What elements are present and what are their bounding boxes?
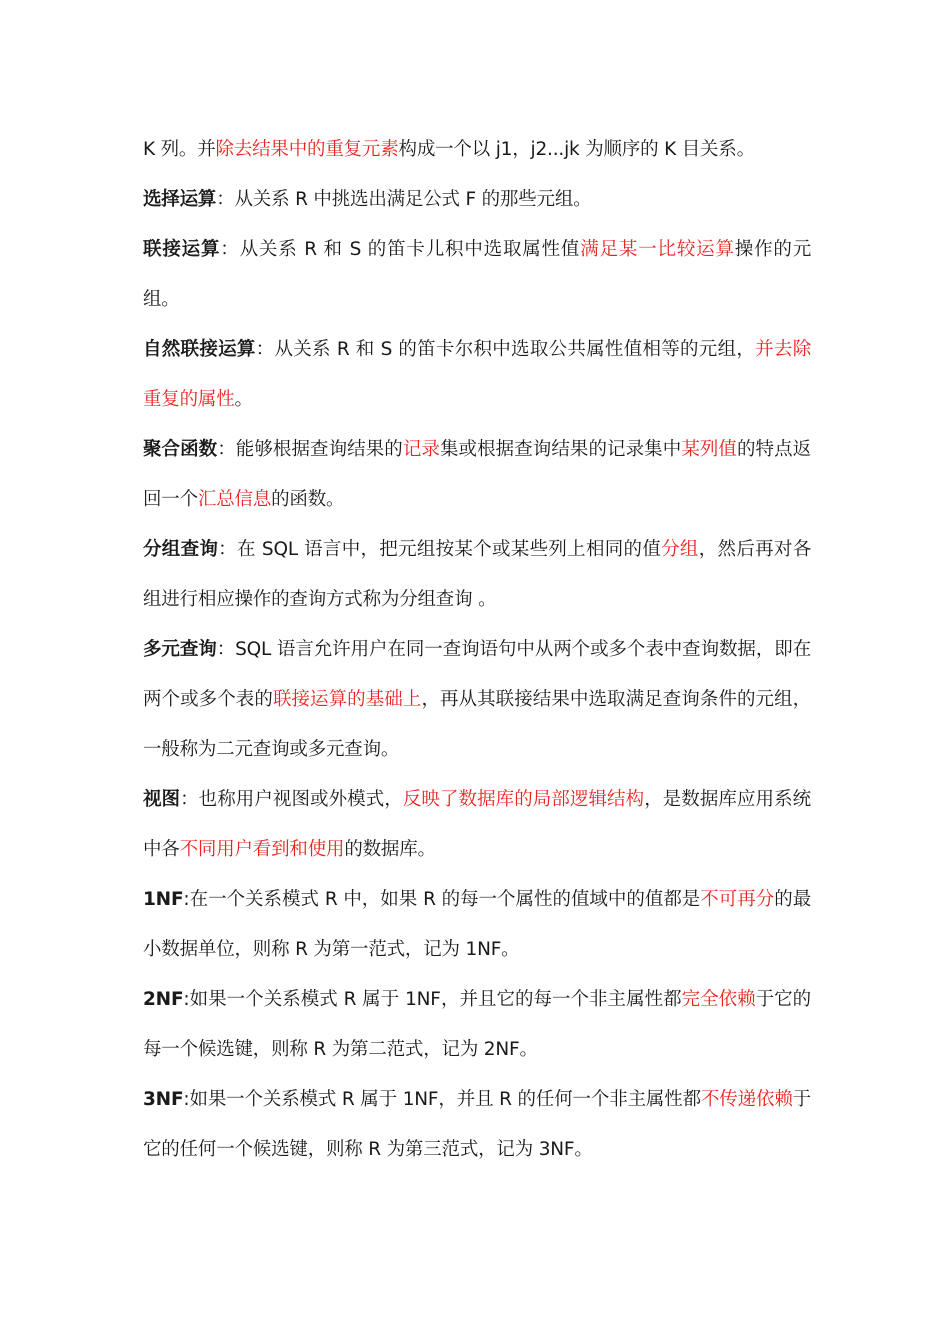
- paragraph-natural-join: [143, 325, 811, 425]
- text-segment: ：从关系 R 中挑选出满足公式 F 的那些元组。: [216, 189, 592, 210]
- highlight-text: 完全依赖: [681, 989, 756, 1010]
- highlight-text: 并去除重复的属性: [143, 339, 811, 410]
- highlight-text: 某列值: [681, 439, 737, 460]
- text-segment: ，是数据库应用系统中各: [143, 789, 811, 860]
- highlight-text: 汇总信息: [197, 489, 272, 510]
- highlight-text: 反映了数据库的局部逻辑结构: [402, 789, 645, 810]
- term-heading: 自然联接运算: [143, 339, 256, 360]
- text-segment: ，再从其联接结果中选取满足查询条件的元组，一般称为二元查询或多元查询。: [143, 689, 811, 760]
- term-heading: 1NF: [143, 889, 184, 910]
- text-segment: :如果一个关系模式 R 属于 1NF，并且它的每一个非主属性都: [183, 989, 682, 1010]
- term-heading: 3NF: [143, 1089, 184, 1110]
- text-segment: 的最小数据单位，则称 R 为第一范式，记为 1NF。: [143, 889, 811, 960]
- text-segment: :如果一个关系模式 R 属于 1NF，并且 R 的任何一个非主属性都: [183, 1089, 701, 1110]
- text-segment: ：也称用户视图或外模式，: [180, 789, 403, 810]
- text-segment: 的函数。: [271, 489, 345, 510]
- text-segment: ：能够根据查询结果的: [217, 439, 403, 460]
- highlight-text: 分组: [661, 539, 699, 560]
- paragraph-view: [143, 775, 811, 875]
- paragraph-join: [143, 225, 811, 325]
- term-heading: 联接运算: [143, 239, 221, 260]
- text-segment: 。: [234, 389, 253, 410]
- text-segment: 于它的每一个候选键，则称 R 为第二范式，记为 2NF。: [143, 989, 811, 1060]
- highlight-text: 除去结果中的重复元素: [215, 139, 399, 160]
- text-segment: 于它的任何一个候选键，则称 R 为第三范式，记为 3NF。: [143, 1089, 811, 1160]
- paragraph-3nf: [143, 1075, 811, 1175]
- text-segment: 构成一个以 j1，j2...jk 为顺序的 K 目关系。: [398, 139, 755, 160]
- text-segment: 集或根据查询结果的记录集中: [440, 439, 682, 460]
- text-segment: :在一个关系模式 R 中，如果 R 的每一个属性的值域中的值都是: [183, 889, 701, 910]
- highlight-text: 不可再分: [700, 889, 775, 910]
- text-segment: ：在 SQL 语言中，把元组按某个或某些列上相同的值: [218, 539, 662, 560]
- paragraph-projection-cont: [143, 125, 811, 175]
- text-segment: ：SQL 语言允许用户在同一查询语句中从两个或多个表中查询数据，即在两个或多个表的: [143, 639, 811, 710]
- term-heading: 选择运算: [143, 189, 217, 210]
- paragraph-multi-query: [143, 625, 811, 775]
- term-heading: 聚合函数: [143, 439, 218, 460]
- paragraph-2nf: [143, 975, 811, 1075]
- text-segment: 操作的元组。: [143, 239, 812, 310]
- highlight-text: 不传递依赖: [700, 1089, 793, 1110]
- term-heading: 视图: [143, 789, 181, 810]
- paragraph-selection: [143, 175, 811, 225]
- text-segment: ：从关系 R 和 S 的笛卡尔积中选取公共属性值相等的元组，: [255, 339, 756, 360]
- term-heading: 多元查询: [143, 639, 217, 660]
- paragraph-1nf: [143, 875, 811, 975]
- text-segment: 的数据库。: [344, 839, 436, 860]
- text-segment: K 列。并: [143, 139, 216, 160]
- text-segment: 的特点返回一个: [143, 439, 811, 510]
- paragraph-aggregate: [143, 425, 811, 525]
- paragraph-group-query: [143, 525, 811, 625]
- highlight-text: 满足某一比较运算: [580, 239, 735, 260]
- text-segment: ，然后再对各组进行相应操作的查询方式称为分组查询 。: [143, 539, 811, 610]
- highlight-text: 联接运算的基础上: [272, 689, 422, 710]
- highlight-text: 记录: [402, 439, 440, 460]
- highlight-text: 不同用户看到和使用: [179, 839, 345, 860]
- term-heading: 分组查询: [143, 539, 219, 560]
- text-segment: ：从关系 R 和 S 的笛卡儿积中选取属性值: [220, 239, 581, 260]
- term-heading: 2NF: [143, 989, 184, 1010]
- document-page: [143, 125, 811, 1175]
